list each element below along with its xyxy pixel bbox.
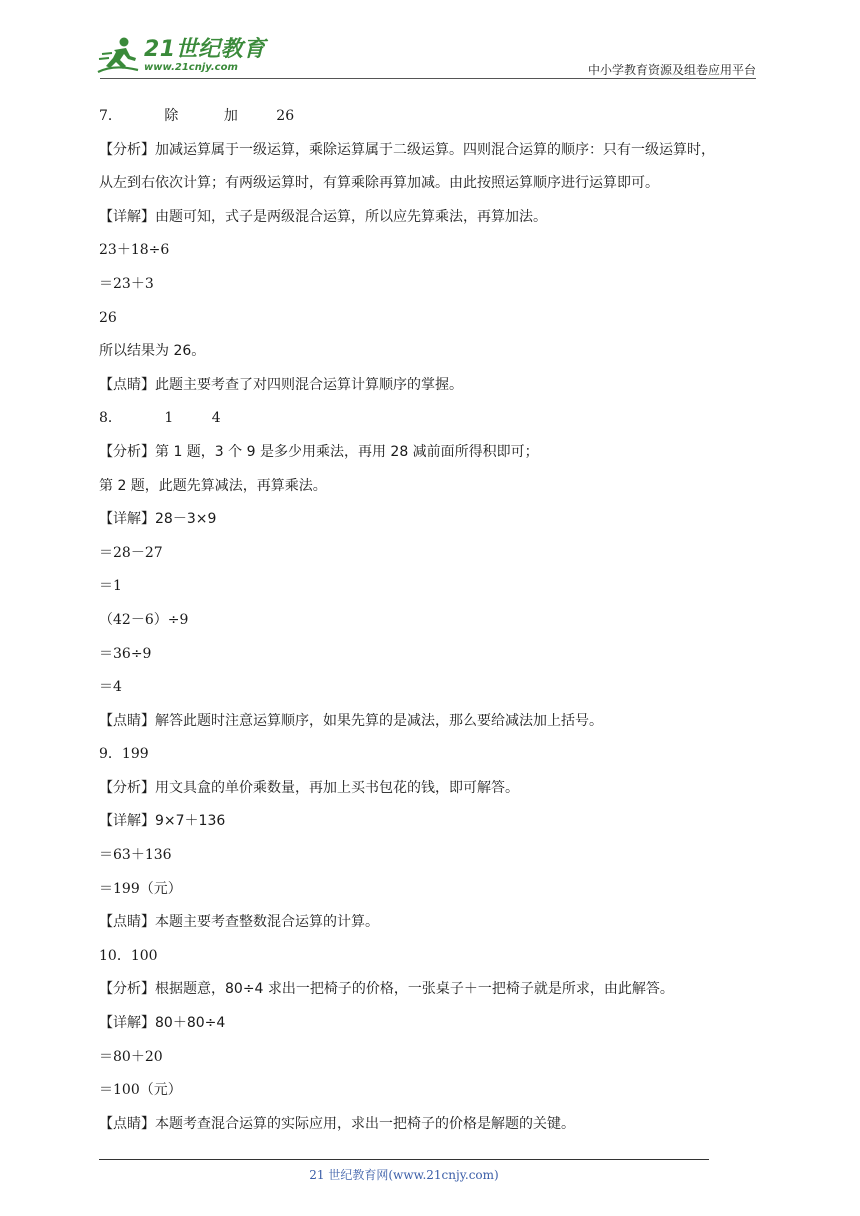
q7-step-3: 26 — [99, 309, 117, 326]
q8-step-4: ＝36÷9 — [99, 645, 152, 662]
logo-title: 21世纪教育 — [144, 37, 266, 62]
q8-comment: 【点睛】解答此题时注意运算顺序，如果先算的是减法，那么要给减法加上括号。 — [99, 712, 603, 729]
q8-number: 8． — [99, 410, 122, 427]
q7-step-2: ＝23＋3 — [99, 275, 154, 292]
q7-result: 所以结果为 26。 — [99, 343, 206, 360]
q10-comment: 【点睛】本题考查混合运算的实际应用，求出一把椅子的价格是解题的关键。 — [99, 1115, 575, 1132]
footer-link[interactable]: 21 世纪教育网(www.21cnjy.com) — [309, 1168, 499, 1182]
q8-step-3: （42－6）÷9 — [99, 611, 189, 628]
site-logo[interactable] — [96, 34, 266, 74]
header-divider — [100, 78, 756, 79]
q8-detail: 【详解】28－3×9 — [99, 511, 217, 528]
q10-detail: 【详解】80＋80÷4 — [99, 1015, 226, 1032]
runner-logo-icon — [96, 36, 140, 74]
logo-url: www.21cnjy.com — [144, 62, 238, 73]
q7-detail: 【详解】由题可知，式子是两级混合运算，所以应先算乘法，再算加法。 — [99, 208, 547, 225]
q8-step-5: ＝4 — [99, 679, 122, 696]
q7-answer-1: 除 — [164, 108, 179, 124]
q9-step-2: ＝199（元） — [99, 880, 182, 897]
q7-analysis: 【分析】加减运算属于一级运算，乘除运算属于二级运算。四则混合运算的顺序：只有一级运算时， — [99, 141, 715, 158]
q9-comment: 【点睛】本题主要考查整数混合运算的计算。 — [99, 914, 379, 931]
q8-analysis-cont: 第 2 题，此题先算减法，再算乘法。 — [99, 477, 327, 494]
q9-answer-line: 9．199 — [99, 746, 149, 763]
q8-step-1: ＝28－27 — [99, 544, 163, 561]
q10-answer-line: 10．100 — [99, 947, 158, 964]
q7-comment: 【点睛】此题主要考查了对四则混合运算计算顺序的掌握。 — [99, 376, 463, 393]
q7-answer-3: 26 — [276, 108, 295, 124]
answer-content — [99, 100, 759, 1141]
q9-detail: 【详解】9×7＋136 — [99, 813, 226, 830]
q7-answer-line — [99, 100, 759, 134]
q9-step-1: ＝63＋136 — [99, 847, 172, 864]
q10-step-2: ＝100（元） — [99, 1082, 182, 1099]
q8-answer-1: 1 — [164, 410, 174, 427]
footer-divider — [99, 1159, 709, 1160]
page-header — [96, 28, 756, 78]
q8-answer-line — [99, 402, 759, 436]
q10-analysis: 【分析】根据题意，80÷4 求出一把椅子的价格，一张桌子＋一把椅子就是所求，由此解答。 — [99, 981, 674, 998]
q8-analysis: 【分析】第 1 题，3 个 9 是多少用乘法，再用 28 减前面所得积即可； — [99, 443, 539, 460]
q7-step-1: 23＋18÷6 — [99, 242, 170, 259]
q7-analysis-cont: 从左到右依次计算；有两级运算时，有算乘除再算加减。由此按照运算顺序进行运算即可。 — [99, 175, 659, 192]
q7-number: 7． — [99, 108, 122, 124]
q8-answer-2: 4 — [211, 410, 221, 427]
header-platform-name: 中小学教育资源及组卷应用平台 — [587, 63, 756, 77]
q10-step-1: ＝80＋20 — [99, 1048, 163, 1065]
q8-step-2: ＝1 — [99, 578, 122, 595]
q9-analysis: 【分析】用文具盒的单价乘数量，再加上买书包花的钱，即可解答。 — [99, 779, 519, 796]
q7-answer-2: 加 — [223, 108, 238, 124]
